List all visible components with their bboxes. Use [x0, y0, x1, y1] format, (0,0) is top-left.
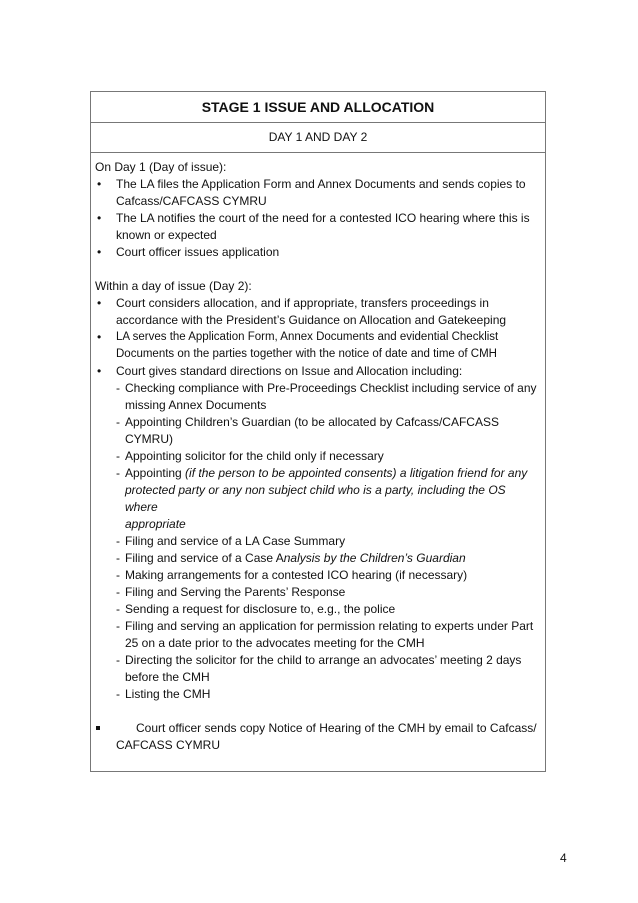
direction-item: - Filing and Serving the Parents’ Response	[116, 585, 346, 599]
direction-item: - Appointing (if the person to be appointed consents) a litigation friend for any protected party or any non subject child who is a party, including the OS where appropriate	[116, 466, 528, 531]
dash-icon: -	[116, 534, 120, 548]
day1-heading: On Day 1 (Day of issue):	[95, 160, 227, 174]
final-item: Court officer sends copy Notice of Hearing of the CMH by email to Cafcass/ CAFCASS CYMRU	[95, 720, 537, 754]
dash-icon: -	[116, 653, 120, 667]
dash-icon: -	[116, 466, 120, 480]
stage-table	[90, 91, 546, 772]
stage-title: STAGE 1 ISSUE AND ALLOCATION	[91, 92, 545, 123]
bullet-icon: •	[97, 245, 102, 259]
bullet-icon: •	[97, 364, 102, 378]
direction-item: - Listing the CMH	[116, 687, 211, 701]
dash-icon: -	[116, 568, 120, 582]
dash-icon: -	[116, 551, 120, 565]
direction-item: - Filing and service of a Case Analysis by the Children’s Guardian	[116, 551, 466, 565]
list-item: • The LA notifies the court of the need for a contested ICO hearing where this is known or expected	[97, 211, 530, 242]
dash-icon: -	[116, 602, 120, 616]
list-item: • Court considers allocation, and if appropriate, transfers proceedings in accordance with the President’s Guidance on Allocation and Gatekeeping	[97, 296, 507, 327]
direction-item: - Appointing Children’s Guardian (to be allocated by Cafcass/CAFCASS CYMRU)	[116, 415, 499, 446]
list-item: • Court officer issues application	[97, 245, 280, 259]
direction-item: - Checking compliance with Pre-Proceedings Checklist including service of any missing Annex Documents	[116, 381, 537, 412]
bullet-icon: •	[97, 330, 102, 344]
stage-subtitle: DAY 1 AND DAY 2	[91, 123, 545, 153]
page-number: 4	[560, 851, 567, 865]
stage-body	[91, 153, 545, 754]
list-item: • Court gives standard directions on Issue and Allocation including:	[97, 364, 463, 378]
direction-item: - Appointing solicitor for the child only if necessary	[116, 449, 384, 463]
direction-item: - Filing and serving an application for permission relating to experts under Part 25 on a date prior to the advocates meeting for the CMH	[116, 619, 534, 650]
dash-icon: -	[116, 585, 120, 599]
bullet-icon: •	[97, 211, 102, 225]
day2-heading: Within a day of issue (Day 2):	[95, 279, 252, 293]
direction-item: - Directing the solicitor for the child to arrange an advocates’ meeting 2 days before the CMH	[116, 653, 522, 684]
dash-icon: -	[116, 415, 120, 429]
direction-item: - Sending a request for disclosure to, e.g., the police	[116, 602, 396, 616]
square-bullet-icon	[96, 726, 100, 730]
direction-item: - Making arrangements for a contested ICO hearing (if necessary)	[116, 568, 468, 582]
direction-item: - Filing and service of a LA Case Summary	[116, 534, 346, 548]
dash-icon: -	[116, 687, 120, 701]
bullet-icon: •	[97, 177, 102, 191]
dash-icon: -	[116, 381, 120, 395]
list-item: • LA serves the Application Form, Annex Documents and evidential Checklist Documents on the parties together with the notice of date and time of CMH	[97, 330, 499, 360]
bullet-icon: •	[97, 296, 102, 310]
list-item: • The LA files the Application Form and Annex Documents and sends copies to Cafcass/CAFCASS CYMRU	[97, 177, 526, 208]
dash-icon: -	[116, 449, 120, 463]
dash-icon: -	[116, 619, 120, 633]
